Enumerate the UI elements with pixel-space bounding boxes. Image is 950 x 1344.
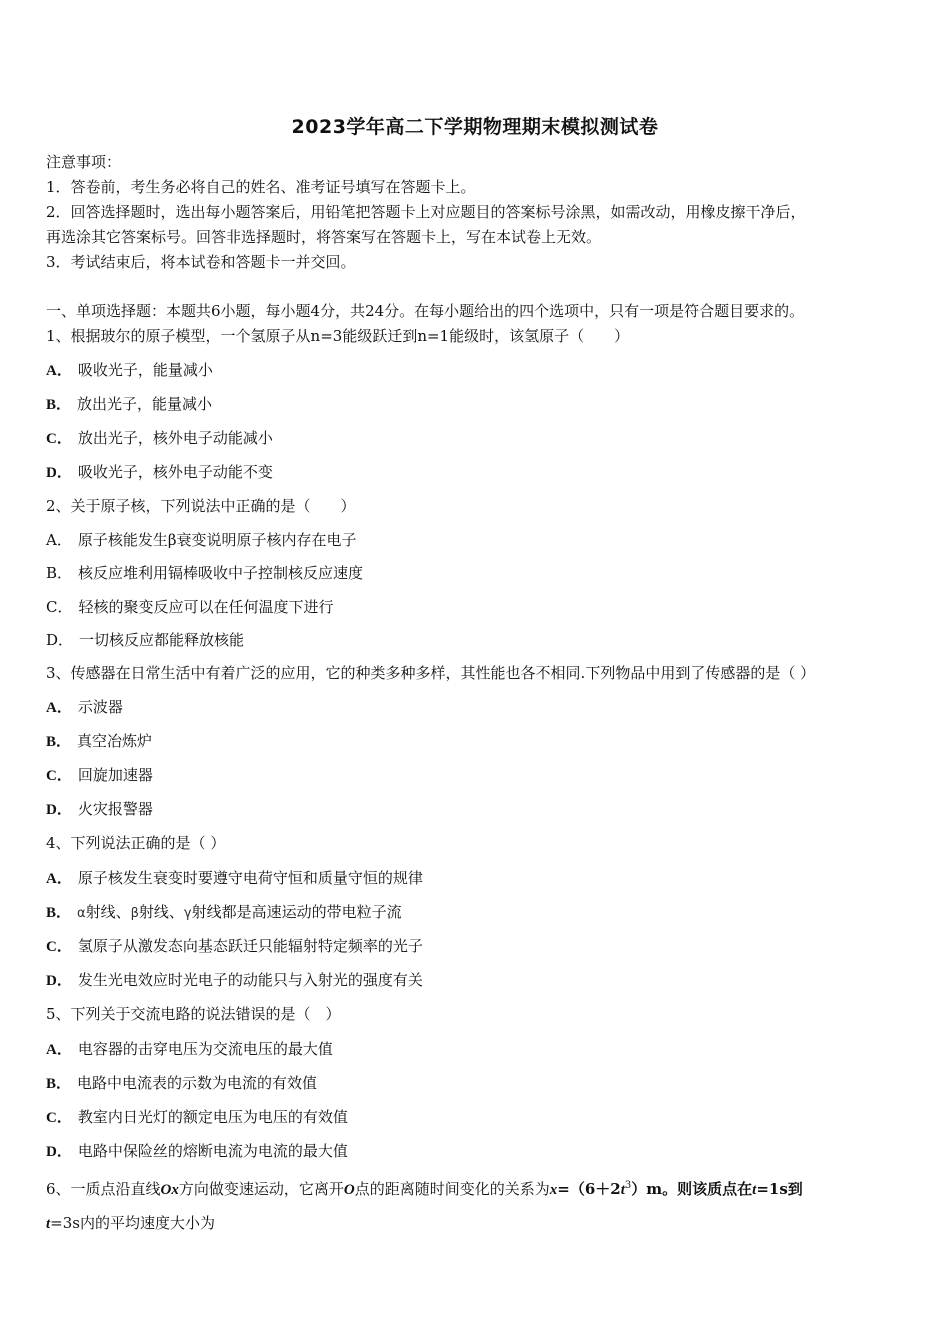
var-t: t xyxy=(620,1182,625,1198)
option-d xyxy=(46,462,916,483)
option-c xyxy=(46,765,916,786)
option-c xyxy=(46,428,916,449)
option-text: 吸收光子，核外电子动能不变 xyxy=(77,463,273,481)
option-label: A． xyxy=(46,871,72,887)
question-stem-cont xyxy=(46,1213,916,1234)
option-d xyxy=(46,630,916,650)
option-text: 放出光子，核外电子动能减小 xyxy=(77,429,273,447)
question-stem: 1、根据玻尔的原子模型，一个氢原子从n=3能级跃迁到n=1能级时，该氢原子（ ） xyxy=(46,327,630,345)
option-label: C． xyxy=(46,598,73,616)
option-b xyxy=(46,563,916,583)
stem-text: =3s内的平均速度大小为 xyxy=(50,1214,215,1232)
option-d xyxy=(46,970,916,991)
option-text: 回旋加速器 xyxy=(77,766,153,784)
stem-text: 方向做变速运动，它离开 xyxy=(178,1180,344,1198)
option-a xyxy=(46,1039,916,1060)
option-c xyxy=(46,597,916,617)
gamma-symbol: γ xyxy=(183,906,192,921)
option-c xyxy=(46,936,916,957)
section-heading: 一、单项选择题：本题共6小题，每小题4分，共24分。在每小题给出的四个选项中，只有一项是符合题目要求的。 xyxy=(46,302,805,320)
question-stem: 3、传感器在日常生活中有着广泛的应用，它的种类多种多样，其性能也各不相同.下列物品中用到了传感器的是（ ） xyxy=(46,664,816,682)
option-label: B． xyxy=(46,734,72,750)
option-label: C． xyxy=(46,939,72,955)
option-text: 电路中保险丝的熔断电流为电流的最大值 xyxy=(77,1142,348,1160)
question-stem: 5、下列关于交流电路的说法错误的是（ ） xyxy=(46,1005,341,1023)
notice-item: 再选涂其它答案标号。回答非选择题时，将答案写在答题卡上，写在本试卷上无效。 xyxy=(46,228,602,246)
option-a xyxy=(46,868,916,889)
exponent: 3 xyxy=(624,1180,632,1191)
beta-symbol: β xyxy=(130,906,139,921)
option-text: 氢原子从激发态向基态跃迁只能辐射特定频率的光子 xyxy=(77,937,423,955)
option-label: D． xyxy=(46,973,72,989)
option-b xyxy=(46,902,916,924)
option-label: A． xyxy=(46,1042,72,1058)
stem-formula: ）m。则该质点在 xyxy=(631,1180,753,1198)
option-a xyxy=(46,360,916,381)
notice-item: 3．考试结束后，将本试卷和答题卡一并交回。 xyxy=(46,253,356,271)
stem-text: 点的距离随时间变化的关系为 xyxy=(354,1180,550,1198)
option-text: 真空冶炼炉 xyxy=(77,732,153,750)
option-text: 发生光电效应时光电子的动能只与入射光的强度有关 xyxy=(77,971,423,989)
option-c xyxy=(46,1107,916,1128)
option-text: 电路中电流表的示数为电流的有效值 xyxy=(77,1074,318,1092)
option-b xyxy=(46,1073,916,1094)
option-label: D． xyxy=(46,802,72,818)
option-label: D． xyxy=(46,465,72,481)
option-label: C． xyxy=(46,431,72,447)
option-label: C． xyxy=(46,768,72,784)
option-a xyxy=(46,697,916,718)
option-text: 射线、 xyxy=(85,903,131,921)
stem-formula: =（6＋2 xyxy=(557,1180,621,1198)
option-text: 吸收光子，能量减小 xyxy=(77,361,213,379)
option-text: 射线都是高速运动的带电粒子流 xyxy=(191,903,402,921)
option-label: B． xyxy=(46,397,72,413)
option-label: A． xyxy=(46,700,72,716)
option-a xyxy=(46,530,916,550)
option-label: B． xyxy=(46,564,73,582)
notice-heading: 注意事项： xyxy=(46,153,122,171)
notice-item: 2．回答选择题时，选出每小题答案后，用铅笔把答题卡上对应题目的答案标号涂黑，如需改动，用橡皮擦干净后， xyxy=(46,203,806,221)
question-stem: 4、下列说法正确的是（ ） xyxy=(46,834,226,852)
stem-formula: =1s到 xyxy=(756,1180,803,1198)
page-title: 2023学年高二下学期物理期末模拟测试卷 xyxy=(291,116,659,138)
var-x: x xyxy=(549,1182,558,1198)
option-text: 原子核发生衰变时要遵守电荷守恒和质量守恒的规律 xyxy=(77,869,423,887)
stem-text: 6、一质点沿直线 xyxy=(46,1180,161,1198)
notice-item: 1．答卷前，考生务必将自己的姓名、准考证号填写在答题卡上。 xyxy=(46,178,476,196)
option-label: D． xyxy=(46,1144,72,1160)
alpha-symbol: α xyxy=(77,906,86,921)
point-o: O xyxy=(343,1182,355,1198)
option-text: 电容器的击穿电压为交流电压的最大值 xyxy=(77,1040,333,1058)
option-d xyxy=(46,799,916,820)
option-text: 一切核反应都能释放核能 xyxy=(79,631,245,649)
option-label: B． xyxy=(46,1076,72,1092)
question-stem xyxy=(46,1176,916,1200)
option-label: A． xyxy=(46,363,72,379)
option-label: C． xyxy=(46,1110,72,1126)
option-d xyxy=(46,1141,916,1162)
option-b xyxy=(46,394,916,415)
var-t2: t xyxy=(46,1216,51,1232)
question-stem: 2、关于原子核，下列说法中正确的是（ ） xyxy=(46,497,356,515)
option-text: 火灾报警器 xyxy=(77,800,153,818)
option-text: 示波器 xyxy=(77,698,123,716)
option-text: 原子核能发生β衰变说明原子核内存在电子 xyxy=(77,531,357,549)
option-label: A． xyxy=(46,531,72,549)
option-label: D． xyxy=(46,631,74,649)
option-text: 放出光子，能量减小 xyxy=(77,395,213,413)
option-b xyxy=(46,731,916,752)
option-text: 教室内日光灯的额定电压为电压的有效值 xyxy=(77,1108,348,1126)
var-t1: t xyxy=(752,1182,757,1198)
axis-ox: Ox xyxy=(160,1182,179,1198)
option-text: 射线、 xyxy=(138,903,184,921)
option-label: B． xyxy=(46,905,72,921)
option-text: 核反应堆利用镉棒吸收中子控制核反应速度 xyxy=(78,564,364,582)
option-text: 轻核的聚变反应可以在任何温度下进行 xyxy=(78,598,334,616)
